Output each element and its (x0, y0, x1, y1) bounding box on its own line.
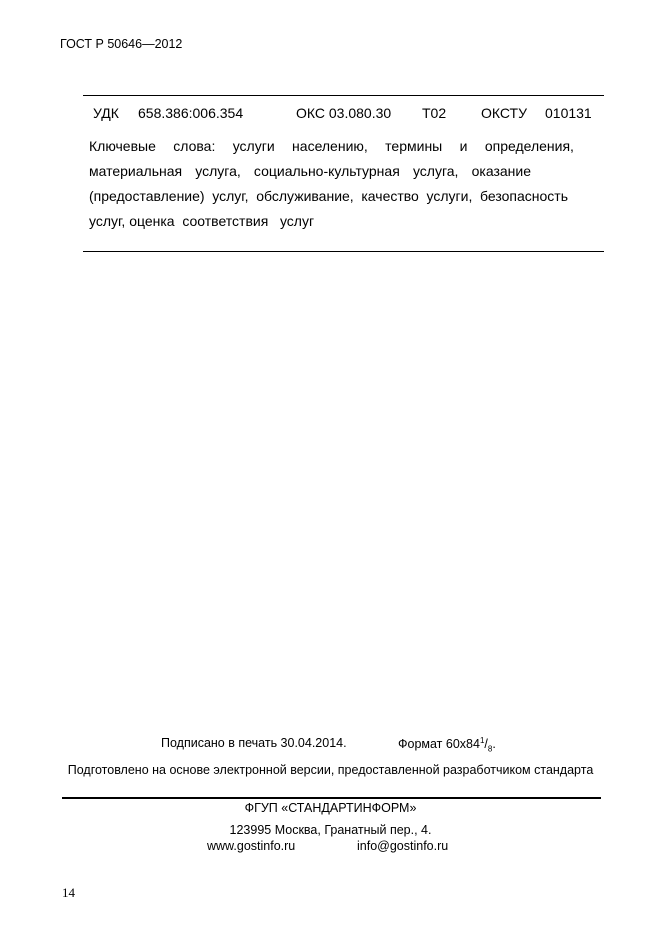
format-denominator: 8 (487, 744, 493, 754)
udk-label: УДК (93, 105, 119, 121)
kw-last-line: услуг, оценка соответствия услуг (89, 213, 315, 229)
top-rule (83, 95, 604, 96)
okstu-value: 010131 (545, 105, 592, 121)
t-code: Т02 (422, 105, 447, 121)
prepared-note: Подготовлено на основе электронной версии, предоставленной разработчиком стандарта (67, 763, 594, 777)
kw-word: безопасность (480, 188, 568, 204)
standard-code: ГОСТ Р 50646—2012 (60, 37, 183, 51)
publisher-address: 123995 Москва, Гранатный пер., 4. (229, 823, 432, 837)
kw-word: (предоставление) (89, 188, 205, 204)
keywords-bottom-rule (83, 251, 604, 252)
kw-word: определения, (484, 138, 574, 154)
kw-word: термины (385, 138, 443, 154)
keywords-line-1 (89, 138, 574, 154)
imprint-rule (62, 797, 601, 799)
kw-word: услуги, (426, 188, 473, 204)
format-slash: / (484, 737, 488, 752)
kw-word: услуг, (212, 188, 249, 204)
kw-word: материальная (89, 163, 183, 179)
kw-word: оказание (471, 163, 531, 179)
publisher-email[interactable]: info@gostinfo.ru (357, 839, 449, 853)
kw-word: социально-культурная (253, 163, 400, 179)
kw-word: и (459, 138, 468, 154)
kw-word: Ключевые (89, 138, 156, 154)
kw-word: услуга, (195, 163, 241, 179)
paper-format (398, 736, 496, 754)
kw-word: услуга, (412, 163, 459, 179)
signed-to-print: Подписано в печать 30.04.2014. (161, 736, 347, 750)
udk-value: 658.386:006.354 (138, 105, 244, 121)
kw-word: услуги (232, 138, 275, 154)
publisher-name: ФГУП «СТАНДАРТИНФОРМ» (244, 801, 417, 815)
format-numerator: 1 (479, 736, 485, 745)
kw-word: качество (361, 188, 419, 204)
publisher-website[interactable]: www.gostinfo.ru (207, 839, 296, 853)
page-number: 14 (62, 885, 75, 900)
format-end: . (492, 737, 496, 752)
kw-word: слова: (173, 138, 216, 154)
oks-code: ОКС 03.080.30 (296, 105, 392, 121)
format-prefix: Формат 60х84 (398, 737, 480, 752)
keywords-line-3 (89, 188, 568, 204)
kw-word: населению, (292, 138, 368, 154)
okstu-label: ОКСТУ (481, 105, 527, 121)
kw-word: обслуживание, (256, 188, 354, 204)
keywords-line-2 (89, 163, 531, 179)
